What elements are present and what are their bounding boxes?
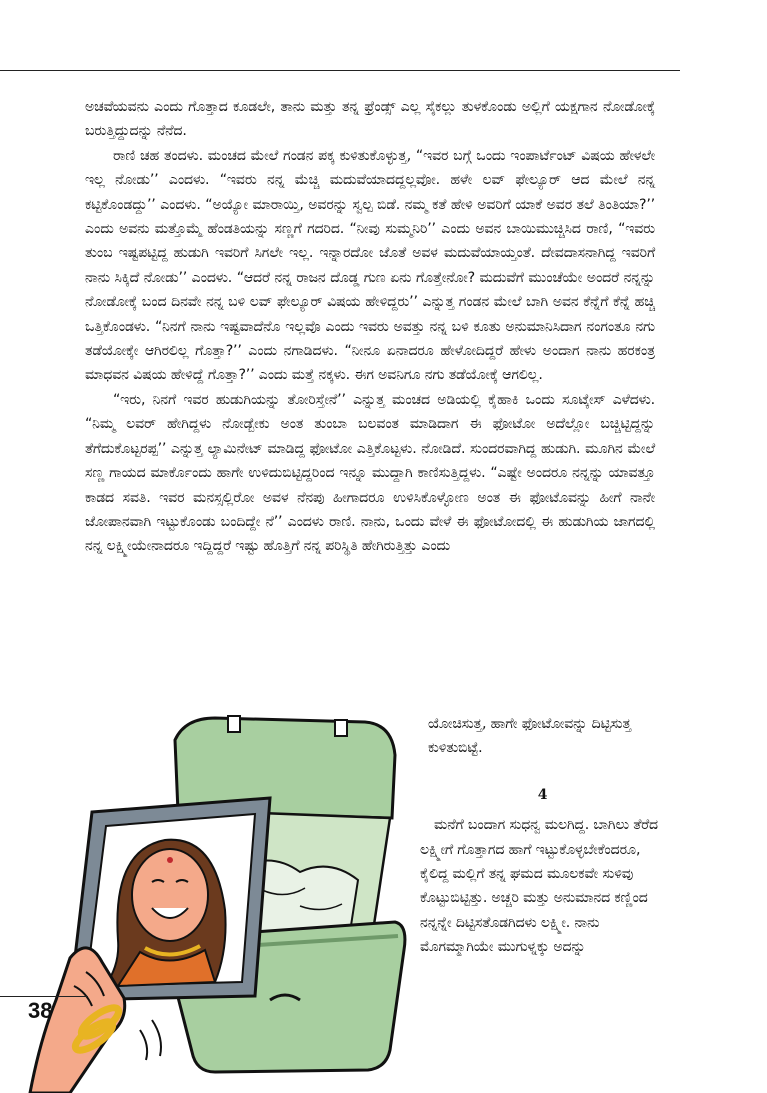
main-text <box>85 95 655 559</box>
section-paragraph: ಮನೆಗೆ ಬಂದಾಗ ಸುಧನ್ವ ಮಲಗಿದ್ದ. ಬಾಗಿಲು ತೆರೆದ ಲಕ್ಷ್ಮೀಗೆ ಗೊತ್ತಾಗದ ಹಾಗೆ ಇಟ್ಟುಕೊಳ್ಳಬೇಕೆಂದರೂ, ಕೈಲಿದ್ದ ಮಲ್ಲಿಗೆ ತನ್ನ ಘಮದ ಮೂಲಕವೇ ಸುಳಿವು ಕೊಟ್ಟುಬಿಟ್ಟಿತ್ತು. ಅಚ್ಚರಿ ಮತ್ತು ಅನುಮಾನದ ಕಣ್ಣಿಂದ ನನ್ನನ್ನೇ ದಿಟ್ಟಿಸತೊಡಗಿದಳು ಲಕ್ಷ್ಮೀ. ನಾನು ಮೊಗಮ್ಮಾಗಿಯೇ ಮುಗುಳ್ನಕ್ಕು ಅದನ್ನು <box>420 817 659 956</box>
paragraph-2: ರಾಣಿ ಚಹ ತಂದಳು. ಮಂಚದ ಮೇಲೆ ಗಂಡನ ಪಕ್ಕ ಕುಳಿತುಕೊಳ್ಳುತ್ತ, “ಇವರ ಬಗ್ಗೆ ಒಂದು ಇಂಪಾರ್ಟೆಂಟ್ ವಿಷಯ ಹೇಳಲೇ ಇಲ್ಲ ನೋಡು’’ ಎಂದಳು. “ಇವರು ನನ್ನ ಮೆಚ್ಚಿ ಮದುವೆಯಾದದ್ದಲ್ಲವೋ. ಹಳೇ ಲವ್ ಫೇಲ್ಯೂರ್ ಆದ ಮೇಲೆ ನನ್ನ ಕಟ್ಟಿಕೊಂಡದ್ದು’’ ಎಂದಳು. “ಅಯ್ಯೋ ಮಾರಾಯ್ತಿ, ಅವರನ್ನು ಸ್ವಲ್ಪ ಬಿಡೆ. ನಮ್ಮ ಕತೆ ಹೇಳಿ ಅವರಿಗೆ ಯಾಕೆ ಅವರ ತಲೆ ತಿಂತಿಯಾ?’’ ಎಂದು ಅವನು ಮತ್ತೊಮ್ಮೆ ಹೆಂಡತಿಯನ್ನು ಸಣ್ಣಗೆ ಗದರಿದ. “ನೀವು ಸುಮ್ಮನಿರಿ’’ ಎಂದು ಅವನ ಬಾಯಿಮುಚ್ಚಿಸಿದ ರಾಣಿ, “ಇವರು ತುಂಬ ಇಷ್ಟಪಟ್ಟಿದ್ದ ಹುಡುಗಿ ಇವರಿಗೆ ಸಿಗಲೇ ಇಲ್ಲ. ಇನ್ನಾರದೋ ಜೊತೆ ಅವಳ ಮದುವೆಯಾಯ್ತಂತೆ. ದೇವದಾಸನಾಗಿದ್ದ ಇವರಿಗೆ ನಾನು ಸಿಕ್ಕಿದೆ ನೋಡು’’ ಎಂದಳು. “ಆದರೆ ನನ್ನ ರಾಜನ ದೊಡ್ಡ ಗುಣ ಏನು ಗೊತ್ತೇನೋ? ಮದುವೆಗೆ ಮುಂಚೆಯೇ ಅಂದರೆ ನನ್ನನ್ನು ನೋಡೋಕ್ಕೆ ಬಂದ ದಿನವೇ ನನ್ನ ಬಳಿ ಲವ್ ಫೇಲ್ಯೂರ್ ವಿಷಯ ಹೇಳಿದ್ದರು’’ ಎನ್ನುತ್ತ ಗಂಡನ ಮೇಲೆ ಬಾಗಿ ಅವನ ಕೆನ್ನೆಗೆ ಕೆನ್ನೆ ಹಚ್ಚಿ ಒತ್ತಿಕೊಂಡಳು. “ನಿನಗೆ ನಾನು ಇಷ್ಟವಾದೆನೊ ಇಲ್ಲವೊ ಎಂದು ಇವರು ಅವತ್ತು ನನ್ನ ಬಳಿ ಕೂತು ಅನುಮಾನಿಸಿದಾಗ ನಂಗಂತೂ ನಗು ತಡೆಯೋಕ್ಕೇ ಆಗಿರಲಿಲ್ಲ ಗೊತ್ತಾ?’’ ಎಂದು ನಗಾಡಿದಳು. “ನೀನೂ ಏನಾದರೂ ಹೇಳೋದಿದ್ದರೆ ಹೇಳು ಅಂದಾಗ ನಾನು ಹರಕಂತ್ರ ಮಾಧವನ ವಿಷಯ ಹೇಳಿದ್ದೆ ಗೊತ್ತಾ?’’ ಎಂದು ಮತ್ತೆ ನಕ್ಕಳು. ಈಗ ಅವನಿಗೂ ನಗು ತಡೆಯೋಕ್ಕೆ ಆಗಲಿಲ್ಲ. <box>85 147 655 384</box>
top-rule <box>0 70 680 71</box>
section-number: 4 <box>537 786 548 803</box>
suitcase-photo-illustration <box>0 700 420 1093</box>
page-number: 38 <box>28 998 53 1023</box>
continuation-text: ಯೋಚಿಸುತ್ತ, ಹಾಗೇ ಫೋಟೋವನ್ನು ದಿಟ್ಟಿಸುತ್ತ ಕುಳಿತುಬಿಟ್ಟೆ. <box>428 716 632 757</box>
page-number-rule <box>0 996 88 997</box>
right-column <box>420 712 665 960</box>
paragraph-1: ಅಚವೆಯವನು ಎಂದು ಗೊತ್ತಾದ ಕೂಡಲೇ, ತಾನು ಮತ್ತು ತನ್ನ ಫ್ರೆಂಡ್ಸ್ ಎಲ್ಲ ಸೈಕಲ್ಲು ತುಳಕೊಂಡು ಅಲ್ಲಿಗೆ ಯಕ್ಷಗಾನ ನೋಡೋಕ್ಕೆ ಬರುತ್ತಿದ್ದುದನ್ನು ನೆನೆದ. <box>85 99 655 140</box>
paragraph-3: “ಇರು, ನಿನಗೆ ಇವರ ಹುಡುಗಿಯನ್ನು ತೋರಿಸ್ತೇನೆ’’ ಎನ್ನುತ್ತ ಮಂಚದ ಅಡಿಯಲ್ಲಿ ಕೈಹಾಕಿ ಒಂದು ಸೂಟ್ಕೇಸ್ ಎಳೆದಳು. “ನಿಮ್ಮ ಲವರ್ ಹೇಗಿದ್ದಳು ನೋಡ್ಬೇಕು ಅಂತ ತುಂಬಾ ಬಲವಂತ ಮಾಡಿದಾಗ ಈ ಫೋಟೋ ಅದೆಲ್ಲೋ ಬಚ್ಚಿಟ್ಟಿದ್ದನ್ನು ತೆಗೆದುಕೊಟ್ಟರಪ್ಪ’’ ಎನ್ನುತ್ತ ಲ್ಯಾಮಿನೇಟ್ ಮಾಡಿದ್ದ ಫೋಟೋ ಎತ್ತಿಕೊಟ್ಟಳು. ನೋಡಿದೆ. ಸುಂದರವಾಗಿದ್ದ ಹುಡುಗಿ. ಮೂಗಿನ ಮೇಲೆ ಸಣ್ಣ ಗಾಯದ ಮಾರ್ಕೊಂದು ಹಾಗೇ ಉಳಿದುಬಿಟ್ಟಿದ್ದರಿಂದ ಇನ್ನೂ ಮುದ್ದಾಗಿ ಕಾಣಿಸುತ್ತಿದ್ದಳು. “ಎಷ್ಟೇ ಅಂದರೂ ನನ್ನನ್ನು ಯಾವತ್ತೂ ಕಾಡದ ಸವತಿ. ಇವರ ಮನಸ್ಸಲ್ಲಿರೋ ಅವಳ ನೆನಪು ಹೀಗಾದರೂ ಉಳಿಸಿಕೊಳ್ಳೋಣ ಅಂತ ಈ ಫೋಟೊವನ್ನು ಹೀಗೆ ನಾನೇ ಜೋಪಾನವಾಗಿ ಇಟ್ಟುಕೊಂಡು ಬಂದಿದ್ದೇ ನೆ’’ ಎಂದಳು ರಾಣಿ. ನಾನು, ಒಂದು ವೇಳೆ ಈ ಫೋಟೋದಲ್ಲಿ ಈ ಹುಡುಗಿಯ ಜಾಗದಲ್ಲಿ ನನ್ನ ಲಕ್ಷ್ಮೀಯೇನಾದರೂ ಇದ್ದಿದ್ದರೆ ಇಷ್ಟು ಹೊತ್ತಿಗೆ ನನ್ನ ಪರಿಸ್ಥಿತಿ ಹೇಗಿರುತ್ತಿತ್ತು ಎಂದು <box>85 391 655 555</box>
